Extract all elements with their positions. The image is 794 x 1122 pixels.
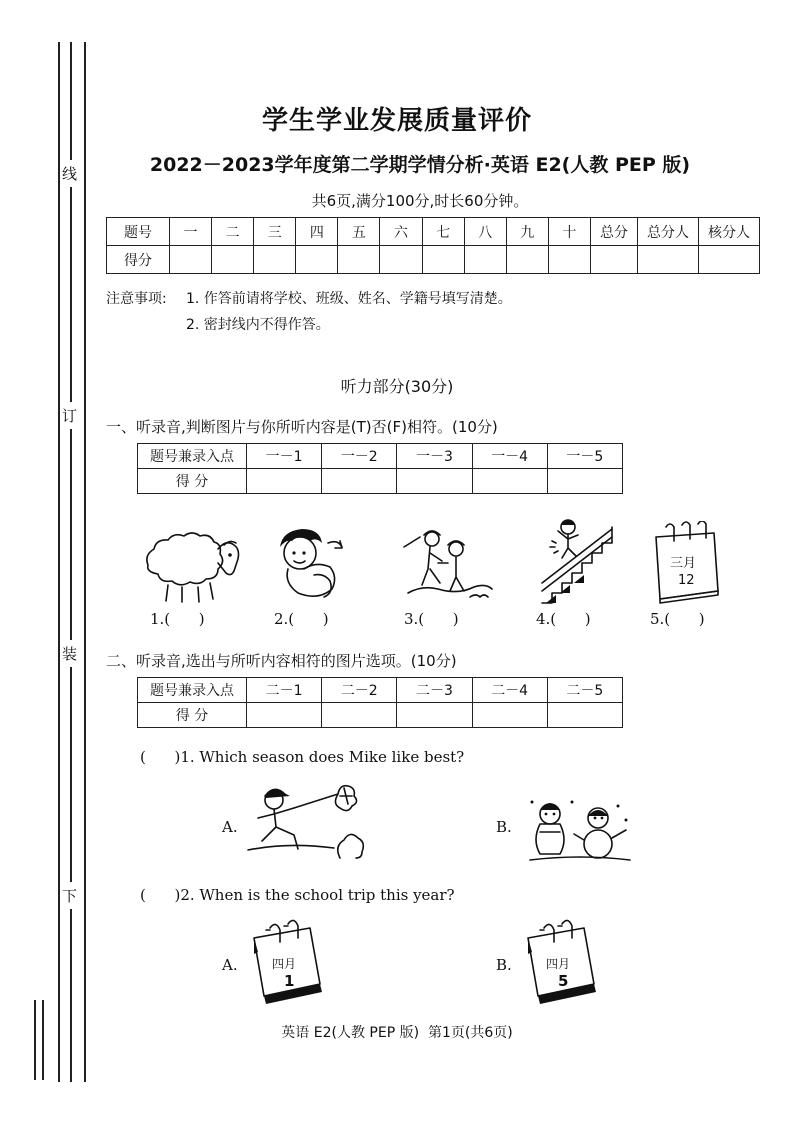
score-header: 三 — [254, 218, 296, 246]
notes-item: 1. 作答前请将学校、班级、姓名、学籍号填写清楚。 — [186, 291, 512, 307]
score-cell[interactable] — [397, 703, 472, 728]
section2-row-label: 得 分 — [138, 703, 247, 728]
notes-item: 2. 密封线内不得作答。 — [186, 317, 330, 333]
score-header: 题号 — [107, 218, 170, 246]
picture-label[interactable]: 4.( ) — [536, 610, 591, 628]
calendar-month: 三月 — [670, 556, 697, 571]
kid-stairs-icon — [538, 513, 618, 607]
score-cell[interactable] — [591, 246, 638, 274]
binding-char: 下 — [62, 882, 77, 909]
option-a-label[interactable]: A. — [222, 818, 238, 836]
score-cell[interactable] — [247, 703, 322, 728]
section1-heading: 一、听录音,判断图片与你所听内容是(T)否(F)相符。(10分) — [106, 418, 498, 436]
score-header: 一 — [170, 218, 212, 246]
section1-table-header: 一－3 — [397, 444, 472, 469]
score-header: 总分人 — [638, 218, 699, 246]
sheep-icon — [138, 525, 242, 605]
score-header: 总分 — [591, 218, 638, 246]
binding-char: 订 — [62, 402, 77, 429]
calendar-day: 12 — [678, 573, 695, 588]
score-cell[interactable] — [296, 246, 338, 274]
score-cell[interactable] — [548, 246, 590, 274]
score-header: 九 — [506, 218, 548, 246]
score-header: 核分人 — [699, 218, 760, 246]
section1-table-header: 一－1 — [247, 444, 322, 469]
section2-table-header: 二－3 — [397, 678, 472, 703]
section2-table-header: 二－5 — [547, 678, 622, 703]
score-cell[interactable] — [247, 469, 322, 494]
section2-table-header: 二－2 — [322, 678, 397, 703]
score-cell[interactable] — [547, 703, 622, 728]
snowman-kids-icon — [526, 794, 632, 864]
kids-hiking-icon — [400, 523, 496, 607]
score-cell[interactable] — [322, 469, 397, 494]
score-header: 八 — [464, 218, 506, 246]
score-cell[interactable] — [638, 246, 699, 274]
section1-row-label: 得 分 — [138, 469, 247, 494]
calendar-day: 5 — [558, 972, 569, 990]
score-cell[interactable] — [170, 246, 212, 274]
calendar-icon — [522, 918, 602, 1006]
calendar-month: 四月 — [272, 957, 297, 971]
calendar-icon — [650, 521, 722, 605]
binding-line-2 — [70, 42, 72, 1082]
score-table-header-row — [107, 218, 760, 246]
picture-label[interactable]: 5.( ) — [650, 610, 705, 628]
score-cell[interactable] — [506, 246, 548, 274]
page-footer: 英语 E2(人教 PEP 版) 第1页(共6页) — [281, 1025, 513, 1041]
picture-label[interactable]: 2.( ) — [274, 610, 329, 628]
section1-table — [137, 443, 623, 494]
option-b-label[interactable]: B. — [496, 956, 512, 974]
score-cell[interactable] — [212, 246, 254, 274]
page-subtitle: 2022－2023学年度第二学期学情分析·英语 E2(人教 PEP 版) — [149, 154, 691, 176]
score-header: 五 — [338, 218, 380, 246]
calendar-month: 四月 — [546, 957, 571, 971]
option-a-label[interactable]: A. — [222, 956, 238, 974]
listening-title: 听力部分(30分) — [340, 377, 454, 396]
section2-table — [137, 677, 623, 728]
score-table — [106, 217, 760, 274]
score-cell[interactable] — [338, 246, 380, 274]
score-header: 六 — [380, 218, 422, 246]
question-prompt[interactable]: ( )2. When is the school trip this year? — [140, 886, 455, 904]
score-cell[interactable] — [422, 246, 464, 274]
section1-table-header: 一－5 — [547, 444, 622, 469]
calendar-icon — [248, 918, 328, 1006]
question-prompt[interactable]: ( )1. Which season does Mike like best? — [140, 748, 465, 766]
binding-line-3 — [84, 42, 86, 1082]
option-b-label[interactable]: B. — [496, 818, 512, 836]
section2-table-header: 二－1 — [247, 678, 322, 703]
binding-line-1 — [58, 42, 60, 1082]
score-cell[interactable] — [397, 469, 472, 494]
section2-table-header: 题号兼录入点 — [138, 678, 247, 703]
score-header: 十 — [548, 218, 590, 246]
score-header: 四 — [296, 218, 338, 246]
binding-char: 装 — [62, 640, 77, 667]
score-cell[interactable] — [380, 246, 422, 274]
page-title: 学生学业发展质量评价 — [261, 106, 532, 136]
score-cell[interactable] — [472, 469, 547, 494]
score-cell[interactable] — [464, 246, 506, 274]
score-row-label: 得分 — [107, 246, 170, 274]
section2-heading: 二、听录音,选出与所听内容相符的图片选项。(10分) — [106, 652, 457, 670]
section1-table-header: 一－4 — [472, 444, 547, 469]
score-header: 七 — [422, 218, 464, 246]
score-table-score-row — [107, 246, 760, 274]
score-cell[interactable] — [547, 469, 622, 494]
picture-label[interactable]: 3.( ) — [404, 610, 459, 628]
exam-info: 共6页,满分100分,时长60分钟。 — [311, 192, 529, 210]
calendar-day: 1 — [284, 972, 295, 990]
binding-char: 线 — [62, 160, 77, 187]
section1-table-header: 题号兼录入点 — [138, 444, 247, 469]
section2-table-header: 二－4 — [472, 678, 547, 703]
score-header: 二 — [212, 218, 254, 246]
picture-label[interactable]: 1.( ) — [150, 610, 205, 628]
score-cell[interactable] — [699, 246, 760, 274]
notes-label: 注意事项: — [106, 291, 167, 307]
score-cell[interactable] — [472, 703, 547, 728]
kid-kite-icon — [244, 780, 366, 862]
score-cell[interactable] — [322, 703, 397, 728]
score-cell[interactable] — [254, 246, 296, 274]
boy-backpack-icon — [270, 525, 354, 605]
section1-table-header: 一－2 — [322, 444, 397, 469]
